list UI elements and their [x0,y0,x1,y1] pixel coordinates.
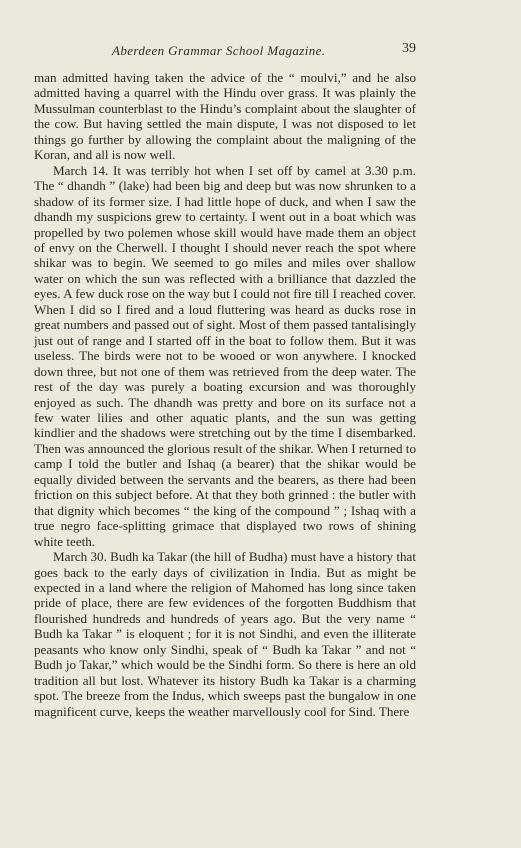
paragraph-continued: man admitted having taken the advice of the “ moulvi,” and he also admitted having a quarrel with the Hindu over grass. It was plainly the Mussulman counterblast to the Hindu’s complaint about the slaughter of the cow. But having settled the main dispute, I was not disposed to let things go further by allowing the complaint about the maligning of the Koran, and all is now well. [34,70,416,163]
paragraph-march-30: March 30. Budh ka Takar (the hill of Budha) must have a history that goes back to the early days of civilization in India. But as might be expected in a land where the religion of Mahomed has long since taken pride of place, there are few evidences of the forgotten Buddhism that flourished hundreds and hundreds of years ago. But the very name “ Budh ka Takar ” is eloquent ; for it is not Sindhi, and even the illiterate peasants who know only Sindhi, speak of “ Budh ka Takar ” and not “ Budh jo Takar,” which would be the Sindhi form. So there is here an old tradition all but lost. Whatever its history Budh ka Takar is a charming spot. The breeze from the Indus, which sweeps past the bungalow in one magnificent curve, keeps the weather marvellously cool for Sind. There [34,549,416,719]
page-number: 39 [402,41,416,56]
paragraph-march-14: March 14. It was terribly hot when I set off by camel at 3.30 p.m. The “ dhandh ” (lake) had been big and deep but was now shrunken to a shadow of its former size. I had little hope of duck, and when I saw the dhandh my suspicions grew to certainty. I went out in a boat which was propelled by two polemen whose skill would have made them an object of envy on the Cherwell. I thought I should never reach the spot where shikar was to begin. We seemed to go miles and miles over shallow water on which the sun was reflected with a brilliance that dazzled the eyes. A few duck rose on the way but I could not fire till I reached cover. When I did so I fired and a loud fluttering was heard as ducks rose in great numbers and passed out of sight. Most of them passed tantalisingly just out of range and I started off in the boat to follow them. But it was useless. The birds were not to be wooed or won anywhere. I knocked down three, but not one of them was retrieved from the deep water. The rest of the day was purely a boating excursion and was thoroughly enjoyed as such. The dhandh was pretty and bore on its surface not a few water lilies and other aquatic plants, and the sun was getting kindlier and the shadows were stretching out by the time I disembarked. Then was announced the glorious result of the shikar. When I returned to camp I told the butler and Ishaq (a bearer) that the shikar would be equally divided between the servants and the bearers, as there had been friction on this subject before. At that they both grinned : the butler with that dignity which becomes “ the king of the compound ” ; Ishaq with a true negro face-splitting grimace that displayed two rows of shining white teeth. [34,162,416,549]
page-header [34,40,416,60]
running-title: Aberdeen Grammar School Magazine. [112,43,326,58]
body-text [34,70,416,719]
